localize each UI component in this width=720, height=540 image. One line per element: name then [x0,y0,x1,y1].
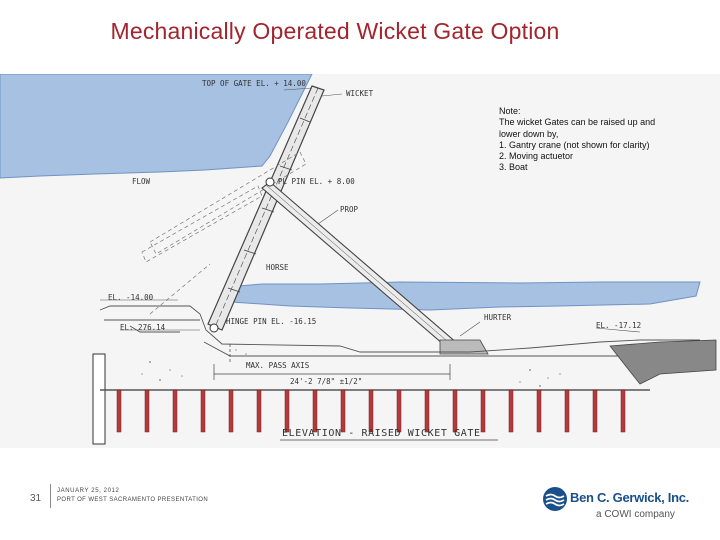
pile-row [100,390,650,432]
note-item: 1. Gantry crane (not shown for clarity) [499,139,650,150]
downstream-water [232,282,700,310]
drawing-caption: ELEVATION - RAISED WICKET GATE [282,428,481,439]
label-el-right: EL. -17.12 [596,321,642,330]
label-hurter: HURTER [484,313,512,322]
hinge-pin [210,324,218,332]
label-top-of-gate: TOP OF GATE EL. + 14.00 [202,79,306,88]
foundation-sill [100,306,700,356]
label-horse: HORSE [266,263,289,272]
logo-name: Ben C. Gerwick, Inc. [570,490,689,505]
upstream-water [0,74,312,178]
company-logo [540,486,690,526]
slide-title: Mechanically Operated Wicket Gate Option [110,18,560,44]
logo-subtitle: a COWI company [596,509,675,520]
note-intro-line2: lower down by, [499,128,559,139]
label-el-left: EL. -14.00 [108,293,154,302]
label-pin: PL PIN EL. + 8.00 [278,177,355,186]
label-max-pass: MAX. PASS AXIS [246,361,310,370]
label-hinge-pin: HINGE PIN EL. -16.15 [226,317,317,326]
label-el-sill: EL. 276.14 [120,323,166,332]
label-prop: PROP [340,205,359,214]
label-wicket: WICKET [346,89,374,98]
drawing-area [0,74,720,448]
footer-presentation: PORT OF WEST SACRAMENTO PRESENTATION [57,497,209,503]
note-item: 3. Boat [499,162,528,173]
footer-date: JANUARY 25, 2012 [57,488,120,494]
page-number: 31 [30,493,42,504]
note-box [499,106,704,174]
label-flow: FLOW [132,177,151,186]
label-dimension: 24'-2 7/8" ±1/2" [290,377,363,386]
left-sheet-pile [93,354,105,444]
note-item: 2. Moving actuetor [499,151,574,162]
gerwick-logo-icon [542,486,568,512]
right-embankment [610,340,716,384]
note-intro-line1: The wicket Gates can be raised up and [499,117,656,128]
note-heading: Note: [499,106,521,116]
footer-divider [50,484,51,508]
pin-joint [266,178,274,186]
